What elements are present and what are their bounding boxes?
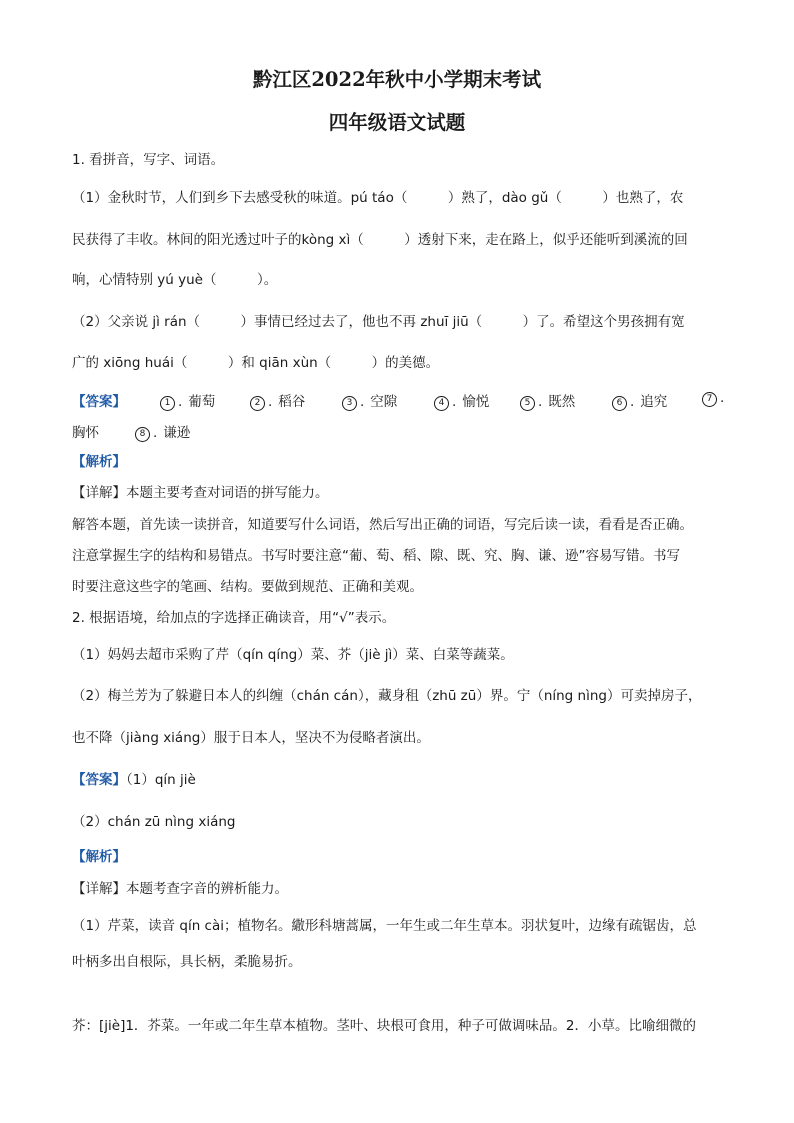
q2-answer-2: （2）chán zū nìng xiáng	[72, 814, 236, 830]
q2-detail: 【详解】本题考查字音的辨析能力。	[72, 881, 288, 897]
answer-number: 2	[250, 396, 265, 411]
answer-number: 4	[434, 396, 449, 411]
answer-word: 谦逊	[163, 425, 191, 441]
answer-item: 5 . 既然	[520, 390, 575, 411]
q2-explain-line2: 叶柄多出自根际，具长柄，柔脆易折。	[72, 954, 302, 970]
q1-passage2-line2: 广的 xiōng huái（ ）和 qiān xùn（ ）的美德。	[72, 355, 440, 371]
answer-item: 8 . 谦逊	[135, 421, 190, 442]
q2-passage2-line1: （2）梅兰芳为了躲避日本人的纠缠（chán cán），藏身租（zhū zū）界。宁（níng nìng）可卖掉房子，	[72, 688, 702, 704]
q2-analysis-tag: 【解析】	[72, 849, 126, 865]
answer-word: 胸怀	[72, 425, 99, 441]
answer-item: 1 . 葡萄	[160, 390, 215, 411]
q2-passage1: （1）妈妈去超市采购了芹（qín qíng）菜、芥（jiè jì）菜、白菜等蔬菜。	[72, 647, 514, 663]
q2-answer-1: （1）qín jiè	[126, 772, 196, 788]
answer-number: 5	[520, 396, 535, 411]
q1-passage1-line1: （1）金秋时节，人们到乡下去感受秋的味道。pú táo（ ）熟了，dào gǔ（ ）也熟了，农	[72, 190, 684, 206]
answer-word: 既然	[548, 394, 576, 410]
answer-number: 1	[160, 396, 175, 411]
answer-number: 8	[135, 427, 150, 442]
answer-word: 追究	[640, 394, 668, 410]
answer-word: 愉悦	[462, 394, 490, 410]
q1-passage1-line2: 民获得了丰收。林间的阳光透过叶子的kòng xì（ ）透射下来，走在路上，似乎还能听到溪流的回	[72, 232, 688, 248]
q1-explain-line1: 解答本题，首先读一读拼音，知道要写什么词语，然后写出正确的词语，写完后读一读，看看是否正确。	[72, 517, 693, 533]
q1-analysis-tag: 【解析】	[72, 454, 126, 470]
q2-answer	[72, 770, 196, 790]
q1-detail: 【详解】本题主要考查对词语的拼写能力。	[72, 485, 329, 501]
answer-word: 空隙	[370, 394, 398, 410]
answer-word: 葡萄	[188, 394, 216, 410]
answer-item: 4 . 愉悦	[434, 390, 489, 411]
page-subtitle: 四年级语文试题	[328, 111, 466, 134]
q1-answer-tag: 【答案】	[72, 394, 126, 410]
q2-passage2-line2: 也不降（jiàng xiáng）服于日本人，坚决不为侵略者演出。	[72, 730, 430, 746]
answer-item: 7 .	[702, 390, 724, 407]
q1-explain-line2: 注意掌握生字的结构和易错点。书写时要注意“葡、萄、稻、隙、既、究、胸、谦、逊”容易写错。书写	[72, 548, 680, 564]
answer-number: 7	[702, 392, 717, 407]
answer-item: 6 . 追究	[612, 390, 667, 411]
q1-passage1-line3: 响，心情特别 yú yuè（ ）。	[72, 272, 278, 288]
answer-item: 2 . 稻谷	[250, 390, 305, 411]
answer-item: 3 . 空隙	[342, 390, 397, 411]
q1-prompt: 1. 看拼音，写字、词语。	[72, 152, 225, 168]
page-title: 黔江区2022年秋中小学期末考试	[252, 68, 542, 91]
q1-passage2-line1: （2）父亲说 jì rán（ ）事情已经过去了，他也不再 zhuī jiū（ ）了。希望这个男孩拥有宽	[72, 314, 685, 330]
answer-word: 稻谷	[278, 394, 306, 410]
q1-explain-line3: 时要注意这些字的笔画、结构。要做到规范、正确和美观。	[72, 579, 423, 595]
answer-number: 3	[342, 396, 357, 411]
q2-prompt: 2. 根据语境，给加点的字选择正确读音，用“√”表示。	[72, 610, 396, 626]
q2-explain-line1: （1）芹菜，读音 qín cài；植物名。繖形科塘蒿属，一年生或二年生草本。羽状复叶，边缘有疏锯齿，总	[72, 918, 697, 934]
q2-explain-line3: 芥：[jiè]1．芥菜。一年或二年生草本植物。茎叶、块根可食用，种子可做调味品。2．小草。比喻细微的	[72, 1018, 697, 1034]
answer-number: 6	[612, 396, 627, 411]
q2-answer-tag: 【答案】	[72, 772, 126, 788]
